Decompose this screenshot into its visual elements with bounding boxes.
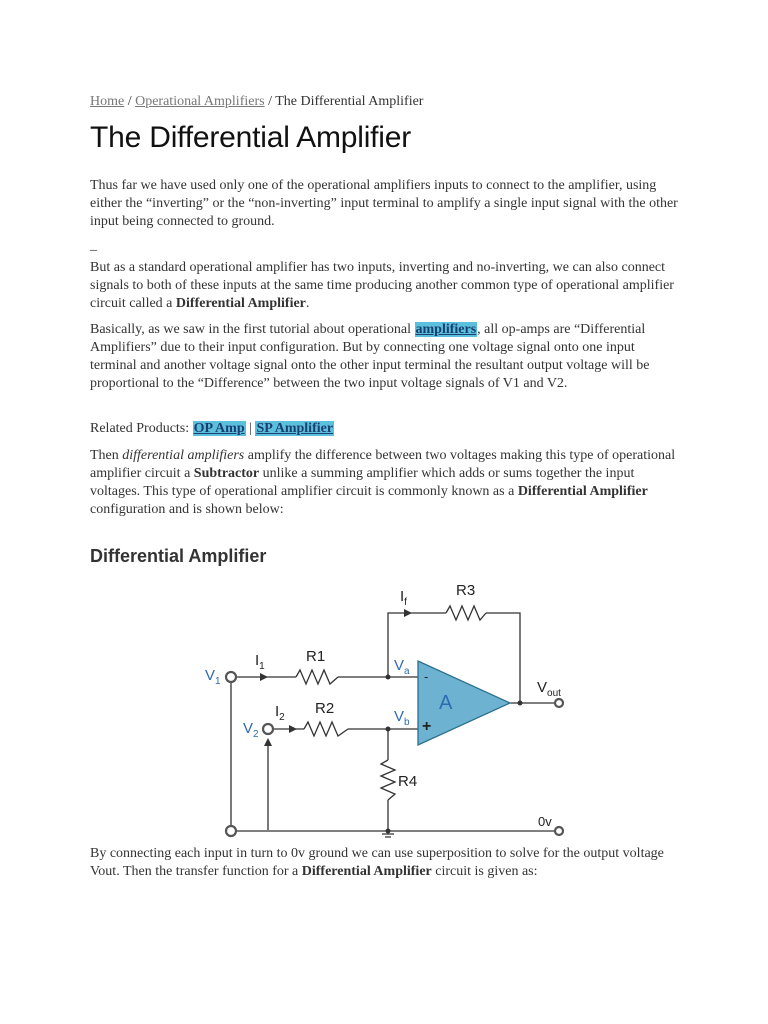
resistor-r4-symbol: [381, 760, 395, 800]
intro-paragraph: Thus far we have used only one of the operational amplifiers inputs to connect to the amplifier, using either the “inverting” or the “non-inverting” input terminal to amplify a single input signal with the other input being connected to ground.: [90, 178, 678, 229]
paragraph-two-inputs: [90, 259, 680, 313]
amplifiers-link[interactable]: amplifiers: [415, 322, 477, 337]
vout-label: $V_{out}$: [537, 679, 561, 699]
ground-left-terminal: [226, 826, 236, 836]
breadcrumb-home-link[interactable]: Home: [90, 94, 125, 109]
i1-label: $I_1$: [255, 652, 265, 672]
vout-terminal: [555, 699, 563, 707]
bold-term: Differential Amplifier: [517, 484, 648, 499]
bold-term: Differential Amplifier: [175, 296, 306, 311]
paragraph-text: .: [305, 296, 310, 311]
resistor-r1-symbol: [296, 670, 338, 684]
dash-marker: _: [90, 238, 97, 253]
opamp-triangle: [418, 661, 510, 745]
zero-v-label: 0v: [538, 814, 552, 829]
r3-label: R3: [456, 582, 476, 599]
related-separator: |: [245, 421, 256, 436]
op-amp-link[interactable]: OP Amp: [193, 421, 245, 436]
paragraph-basically: [90, 321, 680, 393]
vb-label: $V_b$: [394, 708, 410, 728]
current-arrow-if: [404, 609, 412, 617]
breadcrumb: [90, 94, 423, 110]
junction-dot: [518, 701, 523, 706]
i2-label: $I_2$: [275, 703, 285, 723]
paragraph-text: By connecting each input in turn to 0v ground we can use superposition to solve for the output voltage Vout. Then the transfer function for a: [90, 846, 664, 879]
r2-label: R2: [315, 700, 335, 717]
breadcrumb-separator: /: [124, 94, 136, 109]
breadcrumb-current: The Differential Amplifier: [275, 94, 424, 109]
r1-label: R1: [306, 648, 326, 665]
circuit-wires: [231, 613, 555, 837]
paragraph-text: amplify the difference between two voltages making this type of operational amplifier circuit a: [90, 448, 676, 481]
sp-amplifier-link[interactable]: SP Amplifier: [256, 421, 334, 436]
if-label: $I_f$: [400, 588, 407, 608]
paragraph-subtractor: [90, 447, 680, 519]
opamp-minus-label: -: [424, 669, 429, 684]
paragraph-text: configuration and is shown below:: [90, 502, 284, 517]
related-products: [90, 420, 680, 438]
v1-terminal: [226, 672, 236, 682]
r4-label: R4: [398, 773, 418, 790]
paragraph-text: But as a standard operational amplifier has two inputs, inverting and no-inverting, we can also connect signals to both of these inputs at the same time producing another common type of operational amplifier circuit called a: [90, 260, 674, 311]
related-label: Related Products:: [90, 421, 193, 436]
v1-label: $V_1$: [205, 667, 221, 687]
paragraph-text: unlike a summing amplifier which adds or sums together the input voltages. This type of operational amplifier circuit is commonly known as a: [90, 466, 635, 499]
junction-dot: [386, 829, 391, 834]
italic-term: differential amplifiers: [122, 448, 245, 463]
ground-right-terminal: [555, 827, 563, 835]
va-label: $V_a$: [394, 657, 410, 677]
paragraph-text: circuit is given as:: [431, 864, 538, 879]
page-title: The Differential Amplifier: [90, 121, 412, 154]
opamp-plus-label: +: [422, 718, 432, 735]
junction-dot: [386, 727, 391, 732]
v2-arrow-head: [264, 738, 272, 746]
v2-label: $V_2$: [243, 720, 259, 740]
breadcrumb-separator: /: [264, 94, 276, 109]
paragraph-text: Then: [90, 448, 123, 463]
resistor-r3-symbol: [446, 606, 486, 620]
differential-amplifier-circuit-diagram: [190, 578, 580, 840]
paragraph-superposition: [90, 845, 680, 881]
opamp-gain-label: A: [439, 692, 453, 714]
paragraph-text: Basically, as we saw in the first tutorial about operational: [90, 322, 415, 337]
v2-terminal: [263, 724, 273, 734]
bold-term: Subtractor: [193, 466, 260, 481]
section-heading: Differential Amplifier: [90, 546, 267, 566]
junction-dot: [386, 675, 391, 680]
bold-term: Differential Amplifier: [301, 864, 432, 879]
current-arrow-i1: [260, 673, 268, 681]
paragraph-text: , all op-amps are “Differential Amplifiers” due to their input configuration. But by connecting one voltage signal onto one input terminal and another voltage signal onto the other input terminal the resultant output voltage will be proportional to the “Difference” between the two input voltage signals of V1 and V2.: [90, 322, 650, 391]
breadcrumb-category-link[interactable]: Operational Amplifiers: [135, 94, 265, 109]
resistor-r2-symbol: [304, 722, 348, 736]
current-arrow-i2: [289, 725, 297, 733]
